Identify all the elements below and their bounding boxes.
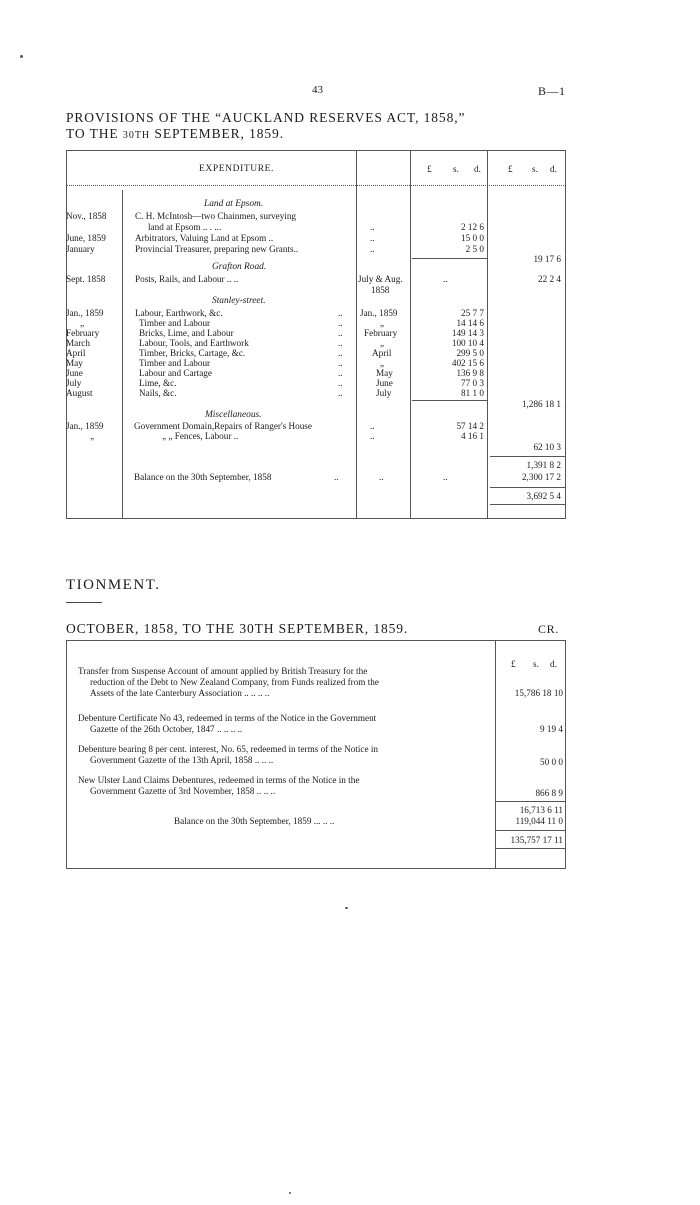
- section-subtitle: OCTOBER, 1858, TO THE 30TH SEPTEMBER, 1859.: [66, 621, 409, 636]
- entry-description: Labour, Tools, and Earthwork: [139, 338, 249, 348]
- entry-dots: ..: [338, 328, 343, 338]
- entry-description: Timber and Labour: [139, 318, 211, 328]
- entry-line: Assets of the late Canterbury Association .. .. .. ..: [90, 688, 270, 698]
- page-number: 43: [312, 84, 323, 96]
- entry-date: Sept. 1858: [66, 274, 106, 284]
- scan-speck: [20, 55, 23, 58]
- entry-description: Timber and Labour: [139, 358, 211, 368]
- balance-dots: ..: [334, 472, 339, 482]
- entry-dots: ..: [370, 244, 375, 254]
- entry-dots: ..: [338, 358, 343, 368]
- balance-label: Balance on the 30th September, 1858: [134, 472, 272, 482]
- entry-line: New Ulster Land Claims Debentures, redeemed in terms of the Notice in the: [78, 775, 360, 785]
- entry-dots: ..: [338, 338, 343, 348]
- entry-date: June, 1859: [66, 233, 106, 243]
- entry-amount: 50 0 0: [540, 757, 563, 767]
- subtotal: 1,391 8 2: [526, 460, 561, 470]
- grand-total: 135,757 17 11: [510, 835, 563, 845]
- pence-header: d.: [550, 659, 557, 669]
- entry-description: Timber, Bricks, Cartage, &c.: [139, 348, 246, 358]
- group-heading: Stanley-street.: [212, 296, 266, 306]
- entry-dots: ..: [370, 233, 375, 243]
- entry-paid-date: Jan., 1859: [360, 308, 398, 318]
- entry-description: Posts, Rails, and Labour .. ..: [135, 274, 239, 284]
- entry-paid-date: April: [372, 348, 392, 358]
- pounds-header: £: [511, 659, 516, 669]
- entry-description: C. H. McIntosh—two Chainmen, surveying: [135, 211, 297, 221]
- entry-line: reduction of the Debt to New Zealand Company, from Funds realized from the: [90, 677, 379, 687]
- entry-amount: 9 19 4: [540, 724, 563, 734]
- entry-amount: 15 0 0: [461, 233, 484, 243]
- entry-amount: 100 10 4: [451, 338, 484, 348]
- entry-dots: ..: [370, 431, 375, 441]
- group-total: 19 17 6: [533, 254, 561, 264]
- entry-date: January: [66, 244, 95, 254]
- divider: [66, 602, 102, 603]
- shillings-header: s.: [533, 659, 539, 669]
- entry-amount: ..: [443, 274, 448, 284]
- balance-amount: 2,300 17 2: [521, 472, 561, 482]
- entry-description: Provincial Treasurer, preparing new Grants..: [135, 244, 299, 254]
- entry-paid-year: 1858: [371, 285, 390, 295]
- entry-date: „: [80, 318, 85, 328]
- entry-date: Jan., 1859: [66, 308, 104, 318]
- subtotal: 16,713 6 11: [519, 805, 563, 815]
- pounds-header-2: £: [508, 164, 513, 174]
- entry-description: Government Domain,Repairs of Ranger's House: [134, 421, 312, 431]
- entry-dots: ..: [338, 368, 343, 378]
- entry-description: land at Epsom .. . ...: [148, 222, 222, 232]
- shillings-header-2: s.: [532, 164, 538, 174]
- pence-header-2: d.: [550, 164, 557, 174]
- entry-paid-date: July & Aug.: [358, 274, 403, 284]
- expenditure-header: EXPENDITURE.: [199, 164, 275, 174]
- entry-dots: ..: [338, 388, 343, 398]
- entry-paid-date: „: [380, 338, 385, 348]
- entry-line: Government Gazette of 3rd November, 1858 .. .. ..: [90, 786, 276, 796]
- group-heading: Grafton Road.: [212, 262, 267, 272]
- group-total: 22 2 4: [538, 274, 561, 284]
- entry-date: Nov., 1858: [66, 211, 107, 221]
- entry-description: Labour and Cartage: [139, 368, 212, 378]
- entry-paid-date: June: [376, 378, 393, 388]
- entry-paid-date: „: [380, 358, 385, 368]
- entry-date: July: [66, 378, 82, 388]
- entry-dots: ..: [338, 308, 343, 318]
- balance-dots: ..: [443, 472, 448, 482]
- entry-description: Arbitrators, Valuing Land at Epsom ..: [135, 233, 274, 243]
- entry-amount: 77 0 3: [461, 378, 484, 388]
- group-total: 62 10 3: [533, 442, 561, 452]
- entry-description: Nails, &c.: [139, 388, 177, 398]
- entry-dots: ..: [338, 378, 343, 388]
- entry-line: Transfer from Suspense Account of amount applied by British Treasury for the: [78, 666, 368, 676]
- entry-date: „: [90, 431, 95, 441]
- entry-date: February: [66, 328, 100, 338]
- entry-description: Lime, &c.: [139, 378, 177, 388]
- credit-table: [66, 640, 566, 870]
- expenditure-table: [66, 150, 566, 520]
- scan-speck: [289, 1192, 291, 1194]
- entry-amount: 136 9 8: [456, 368, 484, 378]
- entry-description: „ „ Fences, Labour ..: [162, 431, 239, 441]
- group-heading: Land at Epsom.: [204, 199, 264, 209]
- entry-description: Bricks, Lime, and Labour: [139, 328, 234, 338]
- entry-paid-date: July: [376, 388, 392, 398]
- entry-amount: 14 14 6: [456, 318, 484, 328]
- grand-total: 3,692 5 4: [526, 491, 561, 501]
- balance-label: Balance on the 30th September, 1859 ... .. ..: [174, 816, 335, 826]
- entry-date: March: [66, 338, 90, 348]
- section-heading: TIONMENT.: [66, 577, 161, 593]
- entry-paid-date: „: [380, 318, 385, 328]
- entry-line: Gazette of the 26th October, 1847 .. .. .. ..: [90, 724, 243, 734]
- entry-line: Debenture bearing 8 per cent. interest, No. 65, redeemed in terms of the Notice in: [78, 744, 379, 754]
- entry-line: Government Gazette of the 13th April, 1858 .. .. ..: [90, 755, 274, 765]
- entry-amount: 81 1 0: [461, 388, 484, 398]
- entry-dots: ..: [338, 348, 343, 358]
- entry-line: Debenture Certificate No 43, redeemed in terms of the Notice in the Government: [78, 713, 377, 723]
- entry-amount: 149 14 3: [451, 328, 484, 338]
- balance-amount: 119,044 11 0: [515, 816, 563, 826]
- entry-amount: 866 8 9: [535, 788, 563, 798]
- entry-date: Jan., 1859: [66, 421, 104, 431]
- section-title-line-2: TO THE 30TH SEPTEMBER, 1859.: [66, 126, 284, 141]
- scan-speck: [345, 907, 348, 909]
- group-heading: Miscellaneous.: [205, 410, 262, 420]
- entry-dots: ..: [370, 421, 375, 431]
- entry-amount: 25 7 7: [461, 308, 484, 318]
- entry-paid-date: May: [376, 368, 393, 378]
- entry-amount: 57 14 2: [456, 421, 484, 431]
- section-title-line-1: PROVISIONS OF THE “AUCKLAND RESERVES ACT, 1858,”: [66, 110, 466, 125]
- page-reference: B—1: [538, 84, 566, 98]
- credit-label: CR.: [538, 622, 559, 636]
- entry-amount: 4 16 1: [461, 431, 484, 441]
- entry-date: June: [66, 368, 83, 378]
- balance-dots: ..: [379, 472, 384, 482]
- entry-amount: 402 15 6: [451, 358, 484, 368]
- shillings-header: s.: [453, 164, 459, 174]
- entry-amount: 2 5 0: [465, 244, 484, 254]
- entry-amount: 2 12 6: [461, 222, 484, 232]
- entry-dots: ..: [338, 318, 343, 328]
- entry-description: Labour, Earthwork, &c.: [135, 308, 223, 318]
- pounds-header: £: [427, 164, 432, 174]
- pence-header: d.: [474, 164, 481, 174]
- entry-date: April: [66, 348, 86, 358]
- group-total: 1,286 18 1: [521, 399, 561, 409]
- entry-date: May: [66, 358, 83, 368]
- entry-date: August: [66, 388, 93, 398]
- entry-amount: 299 5 0: [456, 348, 484, 358]
- entry-amount: 15,786 18 10: [514, 688, 563, 698]
- entry-paid-date: February: [364, 328, 398, 338]
- entry-dots: ..: [370, 222, 375, 232]
